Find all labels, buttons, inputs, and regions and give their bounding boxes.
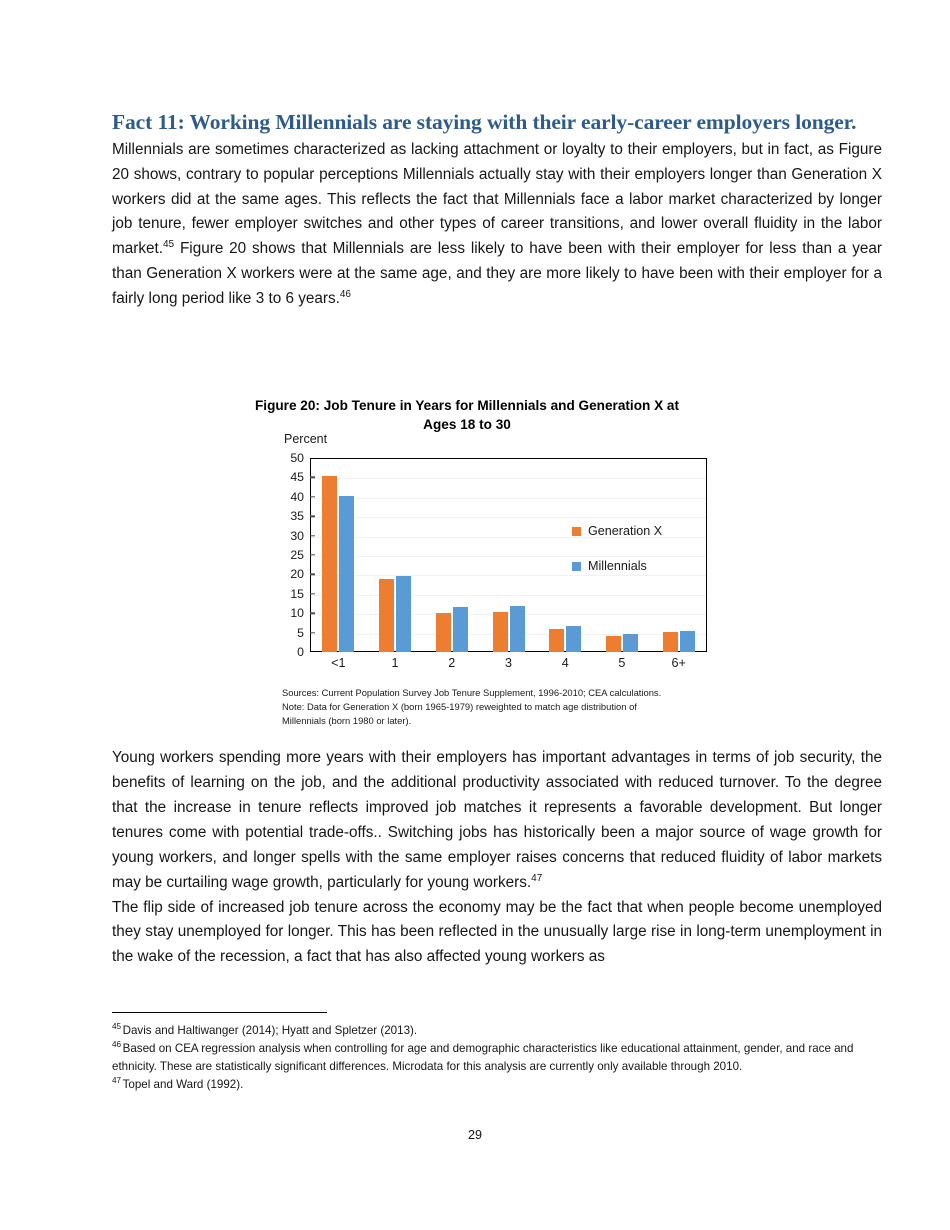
legend-label: Generation X — [588, 524, 663, 538]
bar-millennials — [510, 606, 525, 652]
bar-generation-x — [493, 612, 508, 652]
x-tick-label: 2 — [448, 656, 456, 670]
y-tick-label: 15 — [290, 586, 304, 601]
y-axis-title: Percent — [284, 432, 328, 446]
y-tick-label: 20 — [290, 567, 304, 582]
y-tick-label: 50 — [290, 451, 304, 465]
x-tick-label: 1 — [391, 656, 399, 670]
footnote-47 — [112, 1076, 882, 1094]
bar-group — [436, 458, 468, 652]
paragraph-2-text: Young workers spending more years with their employers has important advantages in terms of job security, the benefits of learning on the job, and the additional productivity associated with reduced turnover. To the degree that the increase in tenure reflects improved job matches it represents a favorable development. But longer tenures come with potential trade-offs.. Switching jobs has historically been a major source of wage growth for young workers, and longer spells with the same employer raises concerns that reduced fluidity of labor markets may be curtailing wage growth, particularly for young workers. — [112, 749, 882, 891]
source-line-2: Note: Data for Generation X (born 1965-1979) reweighted to match age distribution of — [282, 700, 637, 712]
y-tick-label: 10 — [290, 606, 304, 621]
y-tick-label: 5 — [297, 625, 304, 640]
bar-generation-x — [436, 613, 451, 652]
y-tick-mark — [310, 593, 315, 594]
footnote-ref-45: 45 — [163, 239, 175, 251]
footnote-45 — [112, 1022, 882, 1040]
x-tick-label: 6+ — [671, 656, 686, 670]
y-tick-mark — [310, 612, 315, 613]
y-tick-label: 25 — [290, 548, 304, 562]
paragraph-1-text-b: Figure 20 shows that Millennials are less likely to have been with their employer for less than a year than Generation X workers were at the same age, and they are more likely to have been with their employer for a fairly long period like 3 to 6 years. — [112, 240, 882, 308]
footnote-marker: 47 — [112, 1076, 122, 1086]
y-tick-mark — [310, 554, 315, 555]
bar-generation-x — [663, 632, 678, 652]
x-tick-label: 5 — [618, 656, 626, 670]
legend-item — [572, 559, 662, 573]
y-tick-mark — [310, 535, 315, 536]
bar-millennials — [453, 607, 468, 652]
bar-millennials — [566, 626, 581, 652]
x-tick-label: 3 — [504, 656, 513, 670]
footnote-text: Based on CEA regression analysis when controlling for age and demographic characteristics like educational attainment, gender, and race and ethnicity. These are statistically significant differences. Microdata for this analysis are currently only available through 2010. — [112, 1041, 854, 1073]
legend-label: Millennials — [588, 559, 647, 573]
y-tick-mark — [310, 477, 315, 478]
y-tick-mark — [310, 496, 315, 497]
y-tick-label: 45 — [290, 470, 304, 485]
footnote-separator — [112, 1012, 327, 1013]
x-tick-label: <1 — [331, 656, 346, 670]
paragraph-3: The flip side of increased job tenure across the economy may be the fact that when people become unemployed they stay unemployed for longer. This has been reflected in the unusually large rise in long-term unemployment in the wake of the recession, a fact that has also affected young workers as — [112, 898, 882, 966]
document-body-lower — [112, 746, 882, 970]
source-line-1: Sources: Current Population Survey Job Tenure Supplement, 1996-2010; CEA calculations. — [282, 687, 662, 698]
figure-source-note — [282, 686, 782, 727]
legend-swatch-icon — [572, 527, 581, 536]
figure-title: Figure 20: Job Tenure in Years for Millennials and Generation X at Ages 18 to 30 — [254, 398, 680, 433]
y-tick-label: 35 — [290, 509, 304, 524]
x-axis — [310, 656, 707, 676]
page-number: 29 — [467, 1128, 482, 1142]
footnote-text: Topel and Ward (1992). — [122, 1077, 244, 1091]
bar-generation-x — [322, 476, 337, 652]
source-line-3: Millennials (born 1980 or later). — [282, 714, 412, 726]
bar-millennials — [339, 496, 354, 652]
footnote-ref-47: 47 — [531, 872, 543, 884]
footnote-46 — [112, 1040, 882, 1076]
y-axis — [272, 451, 310, 659]
bar-group — [379, 458, 411, 652]
y-tick-label: 0 — [297, 645, 304, 659]
bar-millennials — [680, 631, 695, 652]
bar-generation-x — [549, 629, 564, 652]
page-title: Fact 11: Working Millennials are staying with their early-career employers longer. — [112, 110, 857, 134]
footnote-ref-46: 46 — [339, 289, 351, 301]
bar-group — [493, 458, 525, 652]
y-tick-mark — [310, 632, 315, 633]
bar-group — [322, 458, 354, 652]
footnotes-section — [112, 1012, 882, 1094]
legend-swatch-icon — [572, 562, 581, 571]
chart-legend — [572, 524, 662, 594]
y-tick-mark — [310, 574, 315, 575]
footnote-marker: 46 — [112, 1040, 122, 1050]
bar-group — [663, 458, 695, 652]
bar-generation-x — [379, 579, 394, 652]
paragraph-1-text-a: Millennials are sometimes characterized as lacking attachment or loyalty to their employers, but in fact, as Figure 20 shows, contrary to popular perceptions Millennials actually stay with their employers longer than Generation X workers did at the same ages. This reflects the fact that Millennials face a labor market characterized by longer job tenure, fewer employer switches and other types of career transitions, and lower overall fluidity in the labor market. — [112, 140, 882, 258]
bar-millennials — [396, 576, 411, 652]
figure-20 — [112, 396, 882, 726]
document-body — [112, 108, 882, 312]
y-tick-label: 40 — [290, 489, 304, 504]
paragraph-2 — [112, 746, 882, 896]
bar-generation-x — [606, 636, 621, 652]
legend-item — [572, 524, 662, 538]
x-tick-label: 4 — [561, 656, 569, 670]
paragraph-1 — [112, 138, 882, 312]
y-tick-label: 30 — [290, 528, 304, 543]
y-tick-mark — [310, 515, 315, 516]
bar-millennials — [623, 634, 638, 652]
footnote-marker: 45 — [112, 1022, 122, 1032]
footnote-text: Davis and Haltiwanger (2014); Hyatt and Spletzer (2013). — [122, 1024, 418, 1037]
